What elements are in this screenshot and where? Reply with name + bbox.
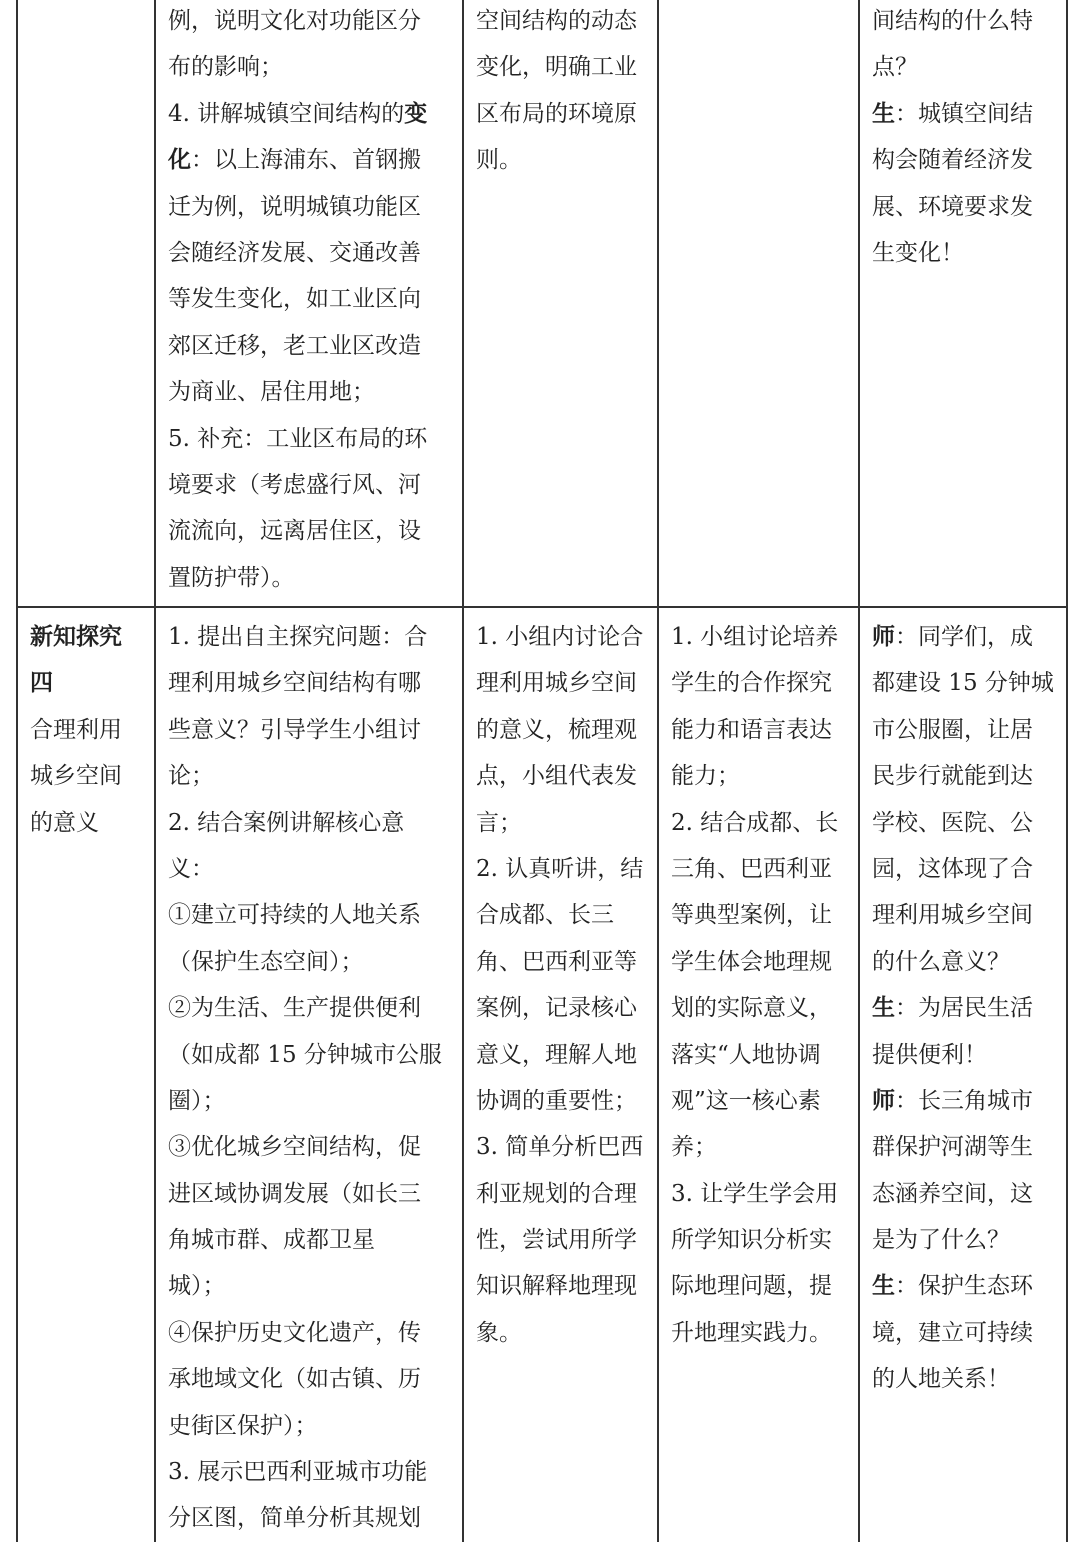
- cell-text-line: [168, 1217, 442, 1263]
- table-border-col1: [154, 0, 156, 1542]
- body-text: 性，尝试用所学: [476, 1227, 637, 1254]
- cell-text-line: [872, 184, 1033, 230]
- cell-text-line: [476, 1310, 643, 1356]
- cell-text-line: [476, 137, 637, 183]
- body-text: 协调的重要性；: [476, 1087, 637, 1114]
- body-text: 义：: [168, 855, 214, 882]
- cell-text-line: [476, 985, 643, 1031]
- cell-text-line: [872, 660, 1054, 706]
- top-row-student-activity-cell: [476, 0, 637, 184]
- cell-text-line: [168, 1495, 442, 1541]
- bottom-row-design-intent-cell: [671, 614, 838, 1356]
- cell-text-line: [476, 1263, 643, 1309]
- cell-text-line: [872, 1263, 1054, 1309]
- body-text: 则。: [476, 147, 522, 174]
- body-text: 流流向，远离居住区，设: [168, 518, 421, 545]
- body-text: 布的影响；: [168, 54, 283, 81]
- body-text: ：以上海浦东、首钢搬: [191, 147, 421, 174]
- cell-text-line: [168, 1263, 442, 1309]
- bottom-row-dialogue-cell: [872, 614, 1054, 1403]
- body-text: 理利用城乡空间: [476, 670, 637, 697]
- bold-text: 四: [30, 669, 53, 697]
- cell-text-line: [168, 614, 442, 660]
- body-text: 空间结构的动态: [476, 8, 637, 34]
- cell-text-line: [476, 892, 643, 938]
- body-text: 升地理实践力。: [671, 1319, 832, 1346]
- body-text: 是为了什么？: [872, 1227, 1010, 1254]
- cell-text-line: [872, 230, 1033, 276]
- cell-text-line: [168, 0, 427, 44]
- cell-text-line: [168, 462, 427, 508]
- cell-text-line: [671, 614, 838, 660]
- body-text: 为商业、居住用地；: [168, 379, 375, 406]
- body-text: 市公服圈，让居: [872, 716, 1033, 743]
- cell-text-line: [476, 91, 637, 137]
- cell-text-line: [671, 846, 838, 892]
- body-text: 构会随着经济发: [872, 147, 1033, 174]
- bottom-row-section-title-cell: [30, 614, 122, 846]
- bold-text: 生: [872, 1272, 895, 1300]
- cell-text-line: [671, 707, 838, 753]
- cell-text-line: [168, 230, 427, 276]
- body-text: 1. 提出自主探究问题：合: [168, 624, 428, 650]
- body-text: 城乡空间: [30, 763, 122, 790]
- body-text: 等典型案例，让: [671, 902, 832, 929]
- cell-text-line: [671, 660, 838, 706]
- cell-text-line: [30, 614, 122, 660]
- cell-text-line: [30, 660, 122, 706]
- body-text: ：保护生态环: [895, 1273, 1033, 1300]
- cell-text-line: [168, 892, 442, 938]
- cell-text-line: [168, 939, 442, 985]
- body-text: 际地理问题，提: [671, 1273, 832, 1300]
- cell-text-line: [476, 1124, 643, 1170]
- cell-text-line: [872, 707, 1054, 753]
- cell-text-line: [671, 1032, 838, 1078]
- body-text: 郊区迁移，老工业区改造: [168, 332, 421, 359]
- body-text: 2. 结合案例讲解核心意: [168, 809, 405, 836]
- cell-text-line: [671, 1217, 838, 1263]
- cell-text-line: [168, 555, 427, 601]
- cell-text-line: [168, 707, 442, 753]
- body-text: 落实“人地协调: [671, 1041, 821, 1068]
- bold-text: 新知探究: [30, 623, 122, 650]
- table-border-left: [16, 0, 18, 1542]
- body-text: 意义，理解人地: [476, 1041, 637, 1068]
- body-text: 养；: [671, 1134, 717, 1161]
- body-text: 的意义，梳理观: [476, 716, 637, 743]
- body-text: 三角、巴西利亚: [671, 855, 832, 882]
- cell-text-line: [872, 614, 1054, 660]
- body-text: 2. 结合成都、长: [671, 809, 839, 836]
- body-text: 知识解释地理现: [476, 1273, 637, 1300]
- body-text: 角、巴西利亚等: [476, 948, 637, 975]
- body-text: 进区域协调发展（如长三: [168, 1180, 421, 1207]
- cell-text-line: [168, 1078, 442, 1124]
- body-text: 合成都、长三: [476, 902, 614, 929]
- body-text: 例，说明文化对功能区分: [168, 8, 421, 34]
- cell-text-line: [168, 416, 427, 462]
- body-text: 境要求（考虑盛行风、河: [168, 471, 421, 498]
- body-text: 论；: [168, 763, 214, 790]
- body-text: 间结构的什么特: [872, 8, 1033, 34]
- cell-text-line: [168, 1356, 442, 1402]
- top-row-dialogue-cell: [872, 0, 1033, 276]
- bold-text: 师: [872, 623, 895, 650]
- cell-text-line: [168, 1310, 442, 1356]
- cell-text-line: [671, 1078, 838, 1124]
- body-text: 境，建立可持续: [872, 1319, 1033, 1346]
- body-text: 史街区保护）；: [168, 1412, 318, 1439]
- body-text: 生变化！: [872, 239, 964, 266]
- cell-text-line: [872, 1217, 1054, 1263]
- cell-text-line: [168, 753, 442, 799]
- cell-text-line: [476, 707, 643, 753]
- body-text: 1. 小组讨论培养: [671, 624, 839, 650]
- cell-text-line: [872, 91, 1033, 137]
- body-text: 角城市群、成都卫星: [168, 1227, 375, 1254]
- cell-text-line: [30, 707, 122, 753]
- table-border-right: [1066, 0, 1068, 1542]
- cell-text-line: [30, 800, 122, 846]
- body-text: 案例，记录核心: [476, 995, 637, 1022]
- cell-text-line: [168, 1403, 442, 1449]
- body-text: ①建立可持续的人地关系: [168, 902, 421, 929]
- cell-text-line: [671, 1310, 838, 1356]
- body-text: 些意义？引导学生小组讨: [168, 716, 421, 743]
- bottom-row-teacher-activity-cell: [168, 614, 442, 1542]
- cell-text-line: [168, 846, 442, 892]
- cell-text-line: [872, 0, 1033, 44]
- cell-text-line: [476, 0, 637, 44]
- body-text: 利亚规划的合理: [476, 1180, 637, 1207]
- cell-text-line: [30, 753, 122, 799]
- table-border-col4: [858, 0, 860, 1542]
- cell-text-line: [168, 44, 427, 90]
- bold-text: 生: [872, 994, 895, 1022]
- cell-text-line: [671, 1263, 838, 1309]
- cell-text-line: [671, 939, 838, 985]
- body-text: 5. 补充：工业区布局的环: [168, 425, 428, 452]
- body-text: ：城镇空间结: [895, 100, 1033, 127]
- table-border-col2: [462, 0, 464, 1542]
- body-text: 2. 认真听讲，结: [476, 855, 644, 882]
- cell-text-line: [872, 753, 1054, 799]
- cell-text-line: [872, 1171, 1054, 1217]
- body-text: 学生体会地理规: [671, 948, 832, 975]
- body-text: ：为居民生活: [895, 995, 1033, 1022]
- body-text: 3. 简单分析巴西: [476, 1134, 644, 1161]
- cell-text-line: [168, 91, 427, 137]
- cell-text-line: [168, 1171, 442, 1217]
- body-text: 点？: [872, 54, 918, 81]
- lesson-plan-table: [16, 0, 1068, 1542]
- cell-text-line: [168, 1124, 442, 1170]
- cell-text-line: [168, 800, 442, 846]
- body-text: 区布局的环境原: [476, 100, 637, 127]
- body-text: 合理利用: [30, 716, 122, 743]
- cell-text-line: [872, 137, 1033, 183]
- cell-text-line: [872, 1032, 1054, 1078]
- bottom-row-student-activity-cell: [476, 614, 643, 1356]
- cell-text-line: [872, 892, 1054, 938]
- top-row-teacher-activity-cell: [168, 0, 427, 601]
- body-text: 迁为例，说明城镇功能区: [168, 193, 421, 220]
- body-text: （如成都 15 分钟城市公服: [168, 1041, 442, 1068]
- cell-text-line: [872, 985, 1054, 1031]
- body-text: 能力和语言表达: [671, 716, 832, 743]
- table-row-divider: [16, 606, 1068, 608]
- body-text: 园，这体现了合: [872, 855, 1033, 882]
- body-text: 提供便利！: [872, 1041, 987, 1068]
- cell-text-line: [476, 800, 643, 846]
- body-text: 理利用城乡空间: [872, 902, 1033, 929]
- cell-text-line: [872, 1078, 1054, 1124]
- bold-text: 化: [168, 146, 191, 174]
- cell-text-line: [671, 985, 838, 1031]
- cell-text-line: [476, 1217, 643, 1263]
- cell-text-line: [476, 753, 643, 799]
- body-text: 3. 让学生学会用: [671, 1180, 839, 1207]
- cell-text-line: [168, 1449, 442, 1495]
- cell-text-line: [476, 660, 643, 706]
- body-text: 展、环境要求发: [872, 193, 1033, 220]
- cell-text-line: [476, 846, 643, 892]
- cell-text-line: [168, 276, 427, 322]
- body-text: ②为生活、生产提供便利: [168, 995, 421, 1022]
- body-text: 的意义: [30, 809, 99, 836]
- body-text: 1. 小组内讨论合: [476, 624, 644, 650]
- cell-text-line: [476, 614, 643, 660]
- body-text: 学校、医院、公: [872, 809, 1033, 836]
- cell-text-line: [168, 323, 427, 369]
- body-text: 态涵养空间，这: [872, 1180, 1033, 1207]
- body-text: ：长三角城市: [895, 1087, 1033, 1114]
- body-text: 理利用城乡空间结构有哪: [168, 670, 421, 697]
- body-text: 会随经济发展、交通改善: [168, 239, 421, 266]
- body-text: 承地域文化（如古镇、历: [168, 1366, 421, 1393]
- body-text: 所学知识分析实: [671, 1227, 832, 1254]
- body-text: 民步行就能到达: [872, 763, 1033, 790]
- body-text: 观”这一核心素: [671, 1087, 821, 1114]
- cell-text-line: [476, 1032, 643, 1078]
- body-text: 学生的合作探究: [671, 670, 832, 697]
- body-text: ③优化城乡空间结构，促: [168, 1134, 421, 1161]
- body-text: 置防护带）。: [168, 564, 295, 591]
- cell-text-line: [168, 1032, 442, 1078]
- body-text: 圈）；: [168, 1087, 226, 1114]
- cell-text-line: [872, 1124, 1054, 1170]
- body-text: 3. 展示巴西利亚城市功能: [168, 1459, 428, 1486]
- body-text: 划的实际意义，: [671, 995, 832, 1022]
- cell-text-line: [872, 939, 1054, 985]
- bold-text: 变: [404, 99, 428, 127]
- cell-text-line: [872, 846, 1054, 892]
- cell-text-line: [671, 892, 838, 938]
- cell-text-line: [168, 660, 442, 706]
- body-text: 的人地关系！: [872, 1366, 1010, 1393]
- body-text: 群保护河湖等生: [872, 1134, 1033, 1161]
- cell-text-line: [476, 939, 643, 985]
- cell-text-line: [476, 44, 637, 90]
- body-text: 的什么意义？: [872, 948, 1010, 975]
- body-text: 变化，明确工业: [476, 54, 637, 81]
- cell-text-line: [872, 1356, 1054, 1402]
- cell-text-line: [168, 508, 427, 554]
- bold-text: 师: [872, 1086, 895, 1114]
- body-text: 分区图，简单分析其规划: [168, 1505, 421, 1532]
- body-text: ：同学们，成: [895, 624, 1033, 650]
- cell-text-line: [671, 800, 838, 846]
- cell-text-line: [168, 369, 427, 415]
- body-text: 城）；: [168, 1273, 226, 1300]
- cell-text-line: [872, 44, 1033, 90]
- body-text: 都建设 15 分钟城: [872, 670, 1054, 697]
- cell-text-line: [671, 753, 838, 799]
- table-border-col3: [657, 0, 659, 1542]
- body-text: 等发生变化，如工业区向: [168, 286, 421, 313]
- cell-text-line: [671, 1171, 838, 1217]
- body-text: 点，小组代表发: [476, 763, 637, 790]
- body-text: 象。: [476, 1319, 522, 1346]
- cell-text-line: [168, 184, 427, 230]
- cell-text-line: [671, 1124, 838, 1170]
- bold-text: 生: [872, 99, 895, 127]
- cell-text-line: [872, 1310, 1054, 1356]
- body-text: ④保护历史文化遗产，传: [168, 1319, 421, 1346]
- cell-text-line: [168, 137, 427, 183]
- body-text: 4. 讲解城镇空间结构的: [168, 100, 405, 127]
- body-text: （保护生态空间）；: [168, 948, 364, 975]
- cell-text-line: [168, 985, 442, 1031]
- cell-text-line: [872, 800, 1054, 846]
- cell-text-line: [476, 1078, 643, 1124]
- body-text: 能力；: [671, 763, 740, 790]
- body-text: 言；: [476, 809, 522, 836]
- cell-text-line: [476, 1171, 643, 1217]
